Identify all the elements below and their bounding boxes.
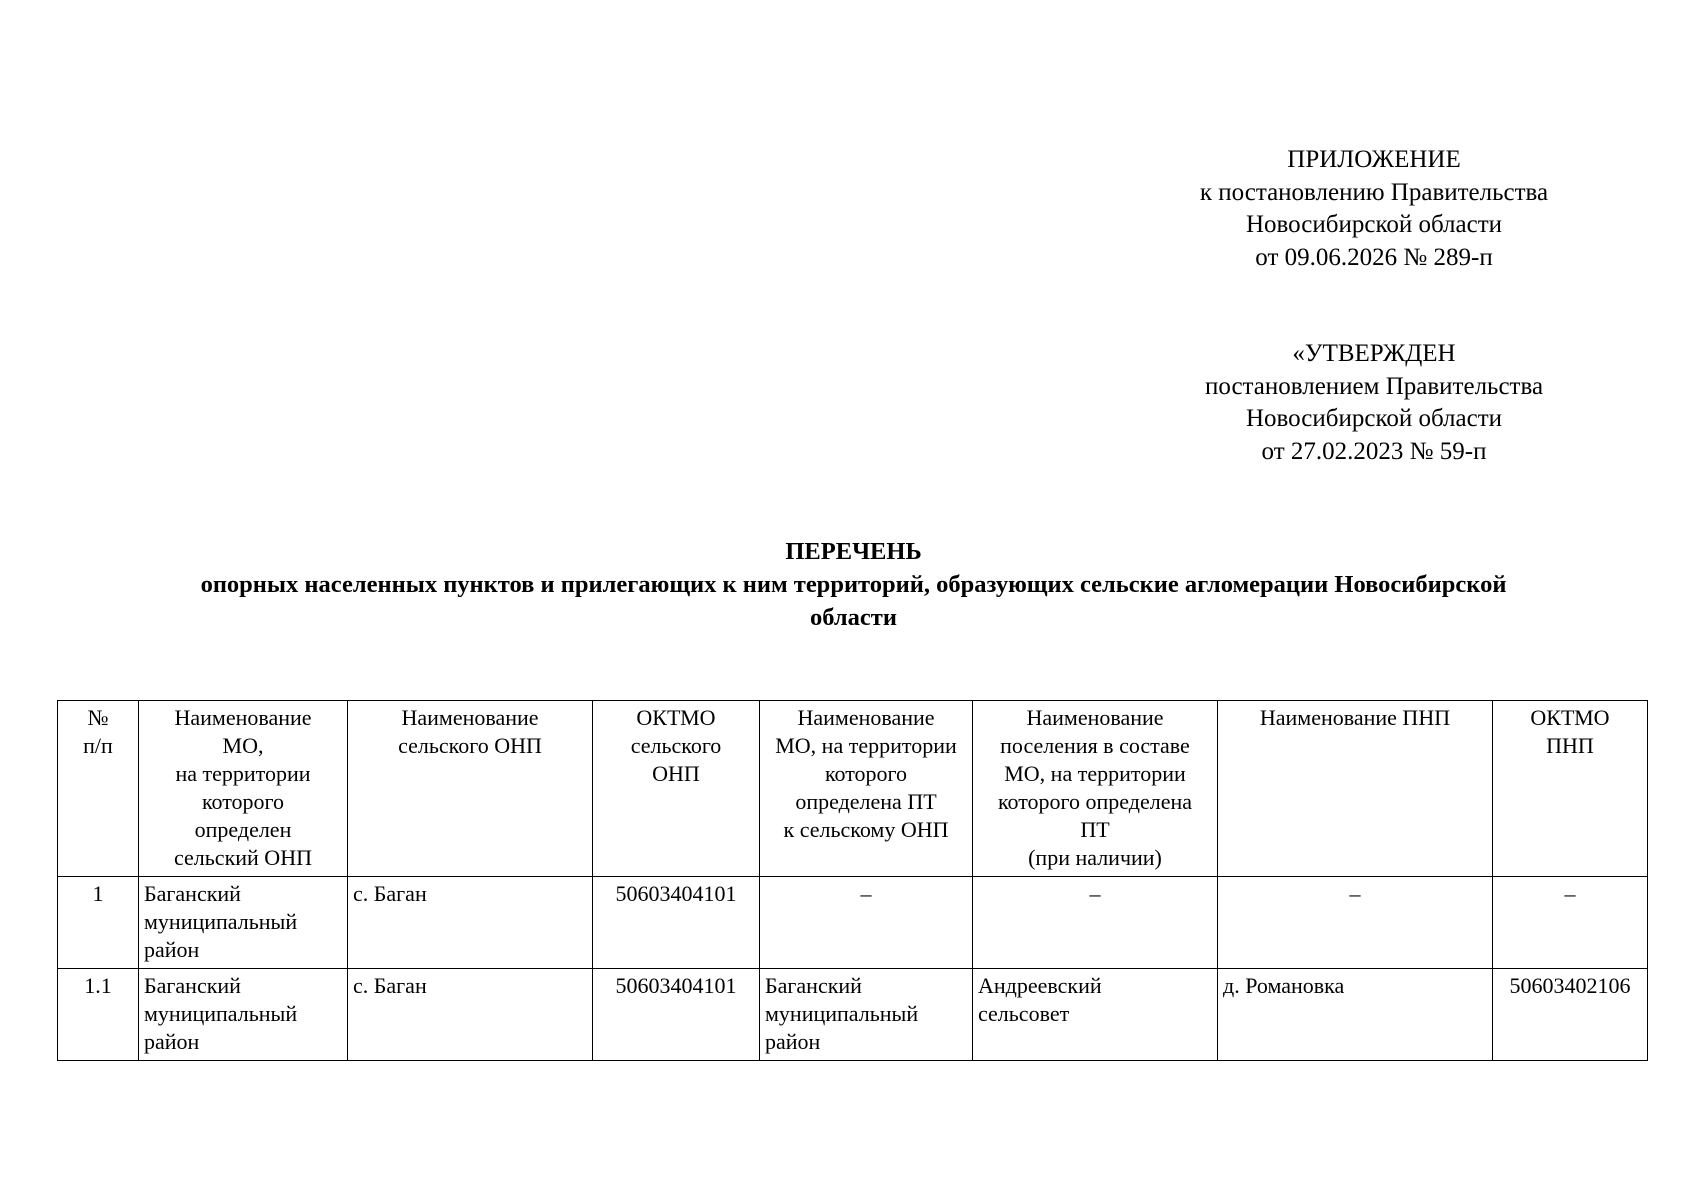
header-cell-onp: Наименование сельского ОНП — [348, 701, 593, 877]
cell-oktmo-onp: 50603404101 — [593, 877, 760, 969]
cell-settlement: – — [973, 877, 1218, 969]
table-row — [58, 877, 1648, 969]
header-cell-settlement: Наименование поселения в составе МО, на территории которого определена ПТ (при наличии) — [973, 701, 1218, 877]
annex-date-number: от 09.06.2026 № 289-п — [1255, 243, 1493, 271]
approval-stamp-text — [1063, 338, 1685, 468]
header-cell-pnp: Наименование ПНП — [1218, 701, 1493, 877]
cell-onp: с. Баган — [348, 969, 593, 1061]
cell-pnp: – — [1218, 877, 1493, 969]
cell-onp: с. Баган — [348, 877, 593, 969]
approved-line: Новосибирской области — [1245, 405, 1503, 432]
cell-mo-pt: – — [760, 877, 973, 969]
title-subtitle-line: опорных населенных пунктов и прилегающих к ним территорий, образующих сельские агломерации Новосибирской — [200, 571, 1507, 598]
approved-line: постановлением Правительства — [1204, 372, 1544, 400]
document-title — [60, 535, 1647, 634]
header-cell-oktmo-pnp: ОКТМО ПНП — [1493, 701, 1648, 877]
title-heading: ПЕРЕЧЕНЬ — [785, 538, 922, 565]
header-cell-oktmo-onp: ОКТМО сельского ОНП — [593, 701, 760, 877]
cell-mo-pt: Баганский муниципальный район — [760, 969, 973, 1061]
header-cell-mo-pt: Наименование МО, на территории которого определена ПТ к сельскому ОНП — [760, 701, 973, 877]
title-subtitle-line: области — [810, 604, 897, 631]
approved-date-number: от 27.02.2023 № 59-п — [1261, 437, 1487, 465]
table-row — [58, 969, 1648, 1061]
table-header-row — [58, 701, 1648, 877]
approved-title: «УТВЕРЖДЕН — [1292, 340, 1456, 367]
cell-number: 1.1 — [58, 969, 139, 1061]
annex-title: ПРИЛОЖЕНИЕ — [1287, 146, 1461, 173]
header-cell-number: № п/п — [58, 701, 139, 877]
cell-pnp: д. Романовка — [1218, 969, 1493, 1061]
cell-mo: Баганский муниципальный район — [139, 969, 348, 1061]
cell-oktmo-onp: 50603404101 — [593, 969, 760, 1061]
cell-number: 1 — [58, 877, 139, 969]
annex-line: к постановлению Правительства — [1199, 178, 1549, 206]
cell-settlement: Андреевский сельсовет — [973, 969, 1218, 1061]
annex-header — [1063, 144, 1685, 274]
cell-mo: Баганский муниципальный район — [139, 877, 348, 969]
cell-oktmo-pnp: 50603402106 — [1493, 969, 1648, 1061]
cell-oktmo-pnp: – — [1493, 877, 1648, 969]
settlements-table — [57, 700, 1648, 1061]
header-cell-mo: Наименование МО, на территории которого определен сельский ОНП — [139, 701, 348, 877]
annex-line: Новосибирской области — [1245, 211, 1503, 238]
